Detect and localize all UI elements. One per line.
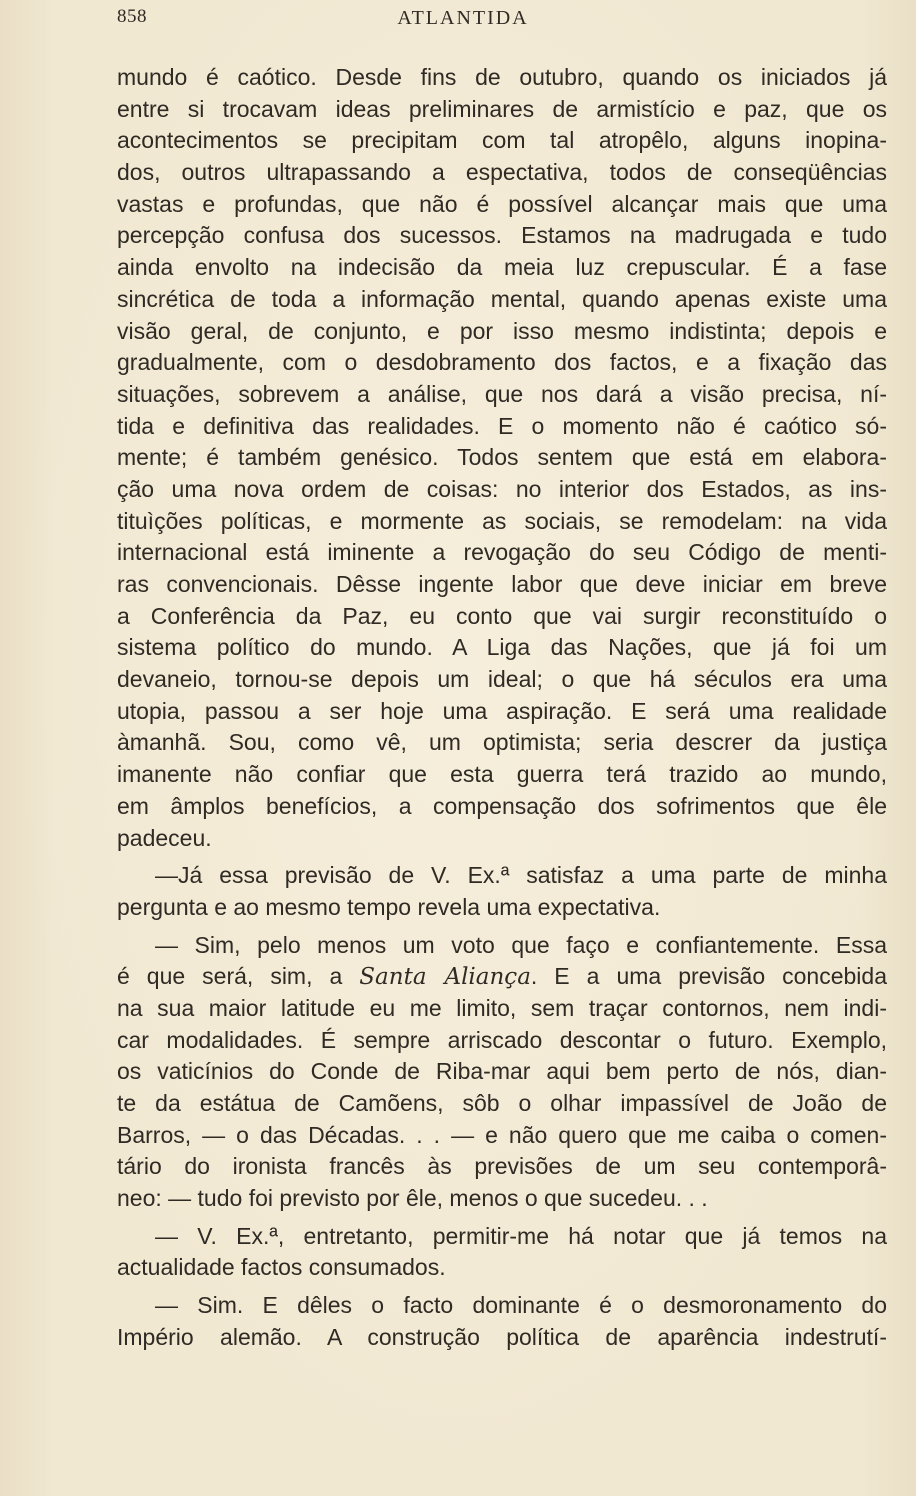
text-line: internacional está iminente a revogação do seu Código de menti-	[117, 539, 887, 566]
text-line: actualidade factos consumados.	[117, 1254, 446, 1281]
page-number: 858	[117, 6, 147, 27]
text-line: ainda envolto na indecisão da meia luz crepuscular. É a fase	[117, 254, 887, 281]
running-title: ATLANTIDA	[397, 7, 529, 29]
text-line: car modalidades. É sempre arriscado descontar o futuro. Exemplo,	[117, 1026, 887, 1053]
text-line: ção uma nova ordem de coisas: no interior dos Estados, as ins-	[117, 475, 887, 502]
text-line: situações, sobrevem a análise, que nos dará a visão precisa, ní-	[117, 380, 887, 407]
text-line: devaneio, tornou-se depois um ideal; o que há séculos era uma	[117, 666, 887, 693]
text-line: te da estátua de Camõens, sôb o olhar impassível de João de	[117, 1090, 887, 1116]
text-line: vastas e profundas, que não é possível alcançar mais que uma	[117, 190, 887, 217]
text-line: mente; é também genésico. Todos sentem que está em elabora-	[117, 444, 887, 471]
text-line: imanente não confiar que esta guerra terá trazido ao mundo,	[117, 761, 887, 788]
text-line: a Conferência da Paz, eu conto que vai surgir reconstituído o	[117, 602, 887, 629]
text-line: tituìções políticas, e mormente as sociais, se remodelam: na vida	[117, 507, 887, 534]
text-line: — Sim, pelo menos um voto que faço e confiantemente. Essa	[155, 931, 887, 958]
text-line: — Sim. E dêles o facto dominante é o desmoronamento do	[155, 1292, 887, 1319]
text-line: gradualmente, com o desdobramento dos factos, e a fixação das	[117, 349, 887, 376]
text-line: na sua maior latitude eu me limito, sem traçar contornos, nem indi-	[117, 994, 887, 1021]
text-line: entre si trocavam ideas preliminares de armistício e paz, que os	[117, 95, 887, 122]
text-line: em âmplos benefícios, a compensação dos sofrimentos que êle	[117, 792, 887, 819]
text-line: àmanhã. Sou, como vê, um optimista; seria descrer da justiça	[117, 729, 887, 756]
text-line: dos, outros ultrapassando a espectativa, todos de conseqüências	[117, 159, 887, 186]
text-line-with-italic	[117, 961, 887, 993]
text-line: pergunta e ao mesmo tempo revela uma expectativa.	[117, 893, 661, 920]
text-line: Barros, — o das Décadas. . . — e não quero que me caiba o comen-	[117, 1121, 887, 1148]
text-line: — V. Ex.ª, entretanto, permitir-me há notar que já temos na	[155, 1222, 887, 1249]
text-line: neo: — tudo foi previsto por êle, menos o que sucedeu. . .	[117, 1185, 708, 1212]
text-line: visão geral, de conjunto, e por isso mesmo indistinta; depois e	[117, 317, 887, 344]
italic-phrase: Santa Aliança	[359, 964, 531, 991]
text-line: mundo é caótico. Desde fins de outubro, quando os iniciados já	[117, 64, 887, 90]
text-line: Império alemão. A construção política de aparência indestrutí-	[117, 1323, 887, 1350]
page-header	[0, 6, 916, 46]
text-line: ras convencionais. Dêsse ingente labor que deve iniciar em breve	[117, 571, 887, 597]
text-line: sincrética de toda a informação mental, quando apenas existe uma	[117, 285, 887, 312]
text-line: tário do ironista francês às previsões de um seu contemporâ-	[117, 1153, 887, 1180]
text-segment: . E a uma previsão concebida	[530, 963, 887, 990]
text-line: percepção confusa dos sucessos. Estamos na madrugada e tudo	[117, 222, 887, 249]
text-line: sistema político do mundo. A Liga das Nações, que já foi um	[117, 634, 887, 661]
text-segment: é que será, sim, a	[117, 963, 360, 990]
text-line: acontecimentos se precipitam com tal atropêlo, alguns inopina-	[117, 127, 887, 154]
text-line: os vaticínios do Conde de Riba-mar aqui bem perto de nós, dian-	[117, 1058, 887, 1085]
text-line: padeceu.	[117, 824, 212, 851]
text-line: utopia, passou a ser hoje uma aspiração. E será uma realidade	[117, 697, 887, 724]
text-line: tida e definitiva das realidades. E o momento não é caótico só-	[117, 412, 887, 439]
text-line: —Já essa previsão de V. Ex.ª satisfaz a uma parte de minha	[155, 862, 887, 889]
body-text	[117, 62, 887, 1354]
